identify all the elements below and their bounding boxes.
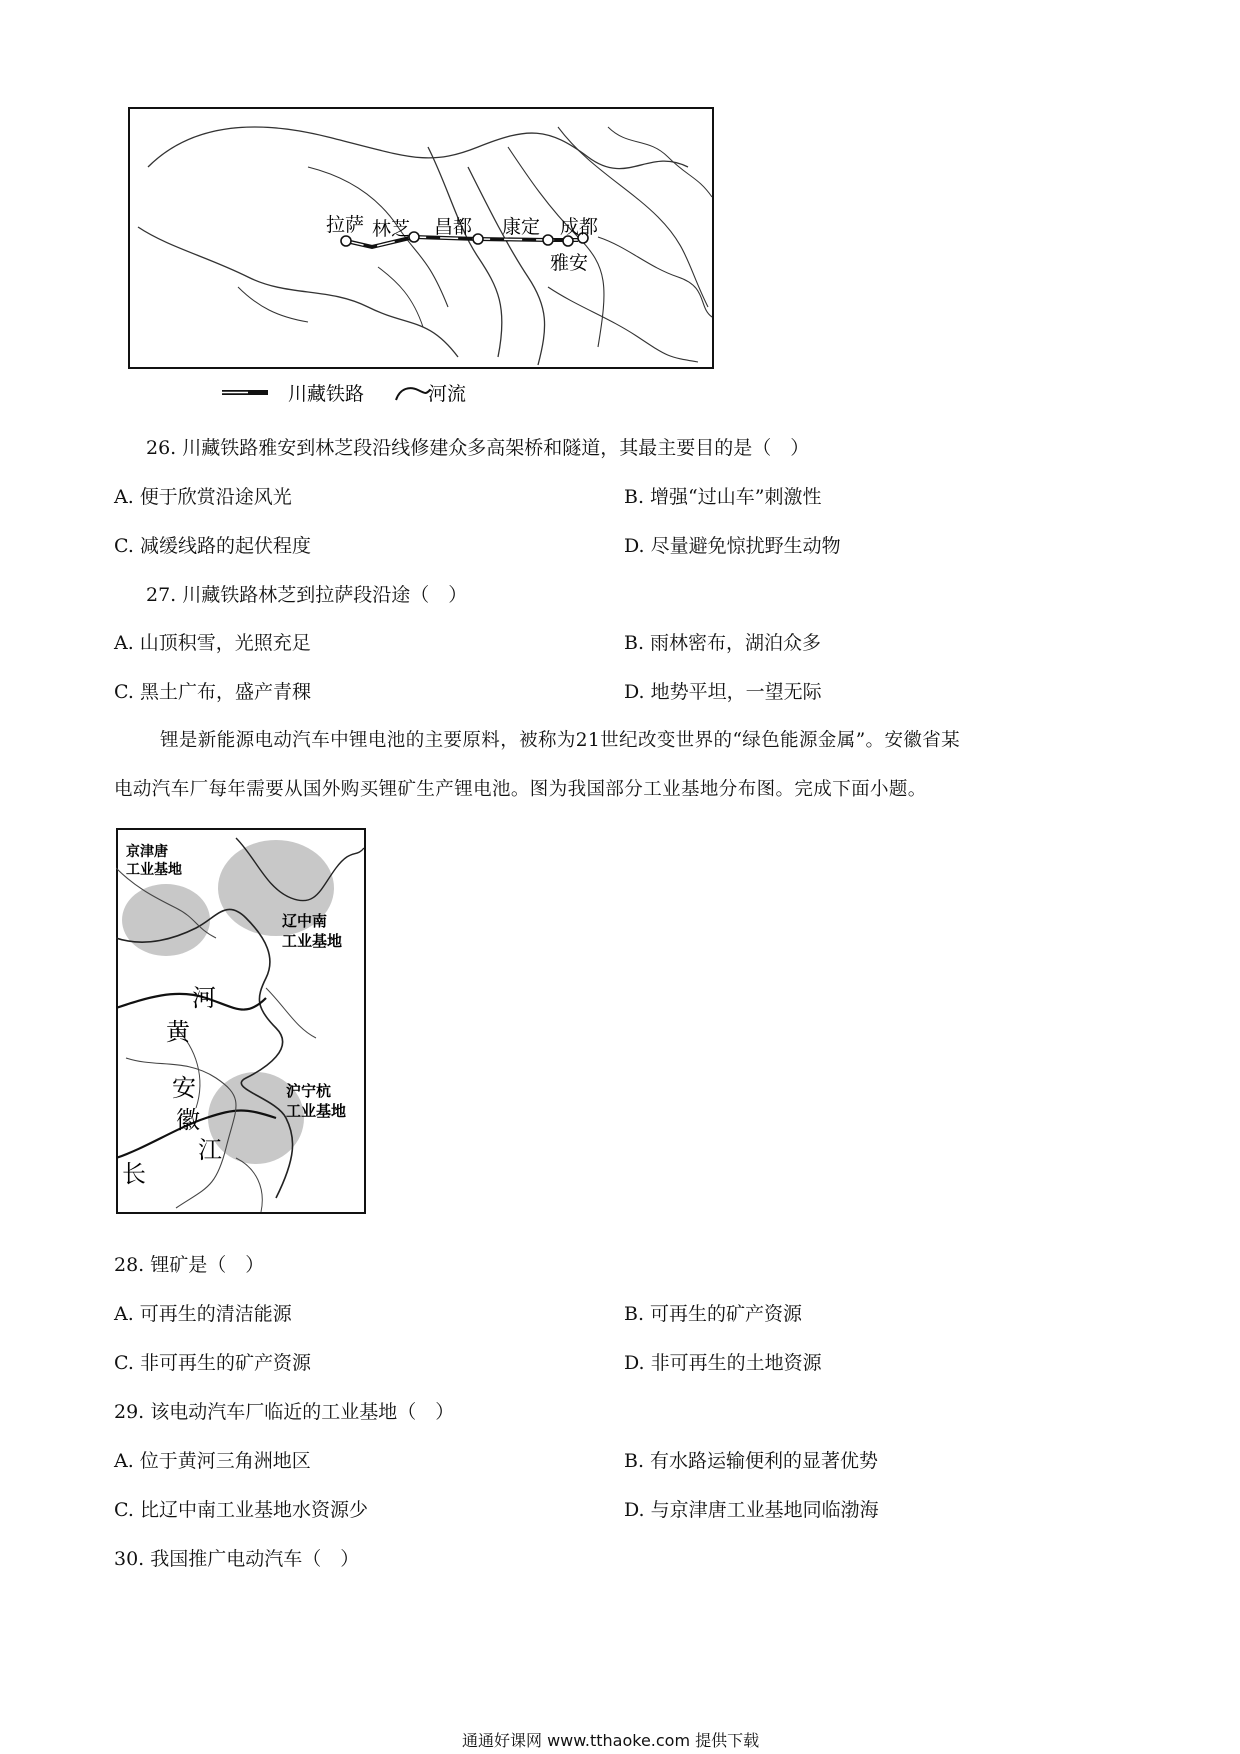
question-28-stem: 28. 锂矿是（ ）	[114, 1254, 265, 1276]
question-27-option-b: B. 雨林密布，湖泊众多	[624, 632, 822, 654]
question-29-stem: 29. 该电动汽车厂临近的工业基地（ ）	[114, 1401, 455, 1423]
question-27-option-c: C. 黑土广布，盛产青稞	[114, 681, 311, 703]
question-28-option-c: C. 非可再生的矿产资源	[114, 1352, 311, 1374]
question-29-option-d: D. 与京津唐工业基地同临渤海	[624, 1499, 879, 1521]
jjt-label-1: 京津唐	[126, 844, 168, 860]
lzn-label-2: 工业基地	[282, 932, 343, 950]
question-26-option-c: C. 减缓线路的起伏程度	[114, 535, 311, 557]
legend-railway-label: 川藏铁路	[288, 383, 365, 405]
question-28-option-b: B. 可再生的矿产资源	[624, 1303, 803, 1325]
question-27-option-d: D. 地势平坦，一望无际	[624, 681, 822, 703]
question-28-option-d: D. 非可再生的土地资源	[624, 1352, 822, 1374]
map-char-jiang: 江	[198, 1136, 222, 1164]
question-28-option-a: A. 可再生的清洁能源	[114, 1303, 292, 1325]
passage-line-1: 锂是新能源电动汽车中锂电池的主要原料，被称为21世纪改变世界的“绿色能源金属”。安徽省某	[160, 730, 961, 751]
legend-svg	[218, 378, 518, 408]
industrial-base-map	[116, 828, 366, 1214]
question-26-stem: 26. 川藏铁路雅安到林芝段沿线修建众多高架桥和隧道，其最主要目的是（ ）	[146, 437, 810, 459]
question-27-stem: 27. 川藏铁路林芝到拉萨段沿途（ ）	[146, 584, 468, 606]
question-26-option-b: B. 增强“过山车”刺激性	[624, 486, 822, 508]
industrial-base-map-svg	[116, 828, 366, 1214]
city-label-lhasa: 拉萨	[326, 214, 365, 236]
lzn-label-1: 辽中南	[282, 912, 328, 930]
question-30-stem: 30. 我国推广电动汽车（ ）	[114, 1548, 360, 1570]
question-29-option-c: C. 比辽中南工业基地水资源少	[114, 1499, 368, 1521]
city-label-kangding: 康定	[502, 216, 541, 238]
map-char-hui: 徽	[176, 1106, 200, 1134]
map-char-an: 安	[172, 1074, 196, 1102]
question-27-option-a: A. 山顶积雪，光照充足	[114, 632, 311, 654]
legend-river-label: 河流	[428, 383, 467, 405]
city-label-nyingchi: 林芝	[372, 218, 411, 240]
question-29-option-a: A. 位于黄河三角洲地区	[114, 1450, 311, 1472]
page-footer[interactable]: 通通好课网 www.tthaoke.com 提供下载	[462, 1731, 760, 1750]
railway-map-svg	[128, 107, 714, 369]
railway-map-legend	[218, 378, 518, 408]
city-label-qamdo: 昌都	[434, 216, 473, 238]
city-label-chengdu: 成都	[560, 216, 599, 238]
jjt-label-2: 工业基地	[126, 862, 182, 878]
city-label-yaan: 雅安	[550, 252, 589, 274]
map-char-he: 河	[192, 984, 216, 1012]
map-char-chang: 长	[122, 1160, 146, 1188]
railway-map	[128, 107, 714, 369]
question-26-option-a: A. 便于欣赏沿途风光	[114, 486, 292, 508]
passage-line-2: 电动汽车厂每年需要从国外购买锂矿生产锂电池。图为我国部分工业基地分布图。完成下面小题。	[114, 779, 927, 800]
question-26-option-d: D. 尽量避免惊扰野生动物	[624, 535, 841, 557]
question-29-option-b: B. 有水路运输便利的显著优势	[624, 1450, 879, 1472]
hnh-label-1: 沪宁杭	[286, 1082, 332, 1100]
map-char-huang: 黄	[166, 1018, 190, 1046]
hnh-label-2: 工业基地	[286, 1102, 347, 1120]
